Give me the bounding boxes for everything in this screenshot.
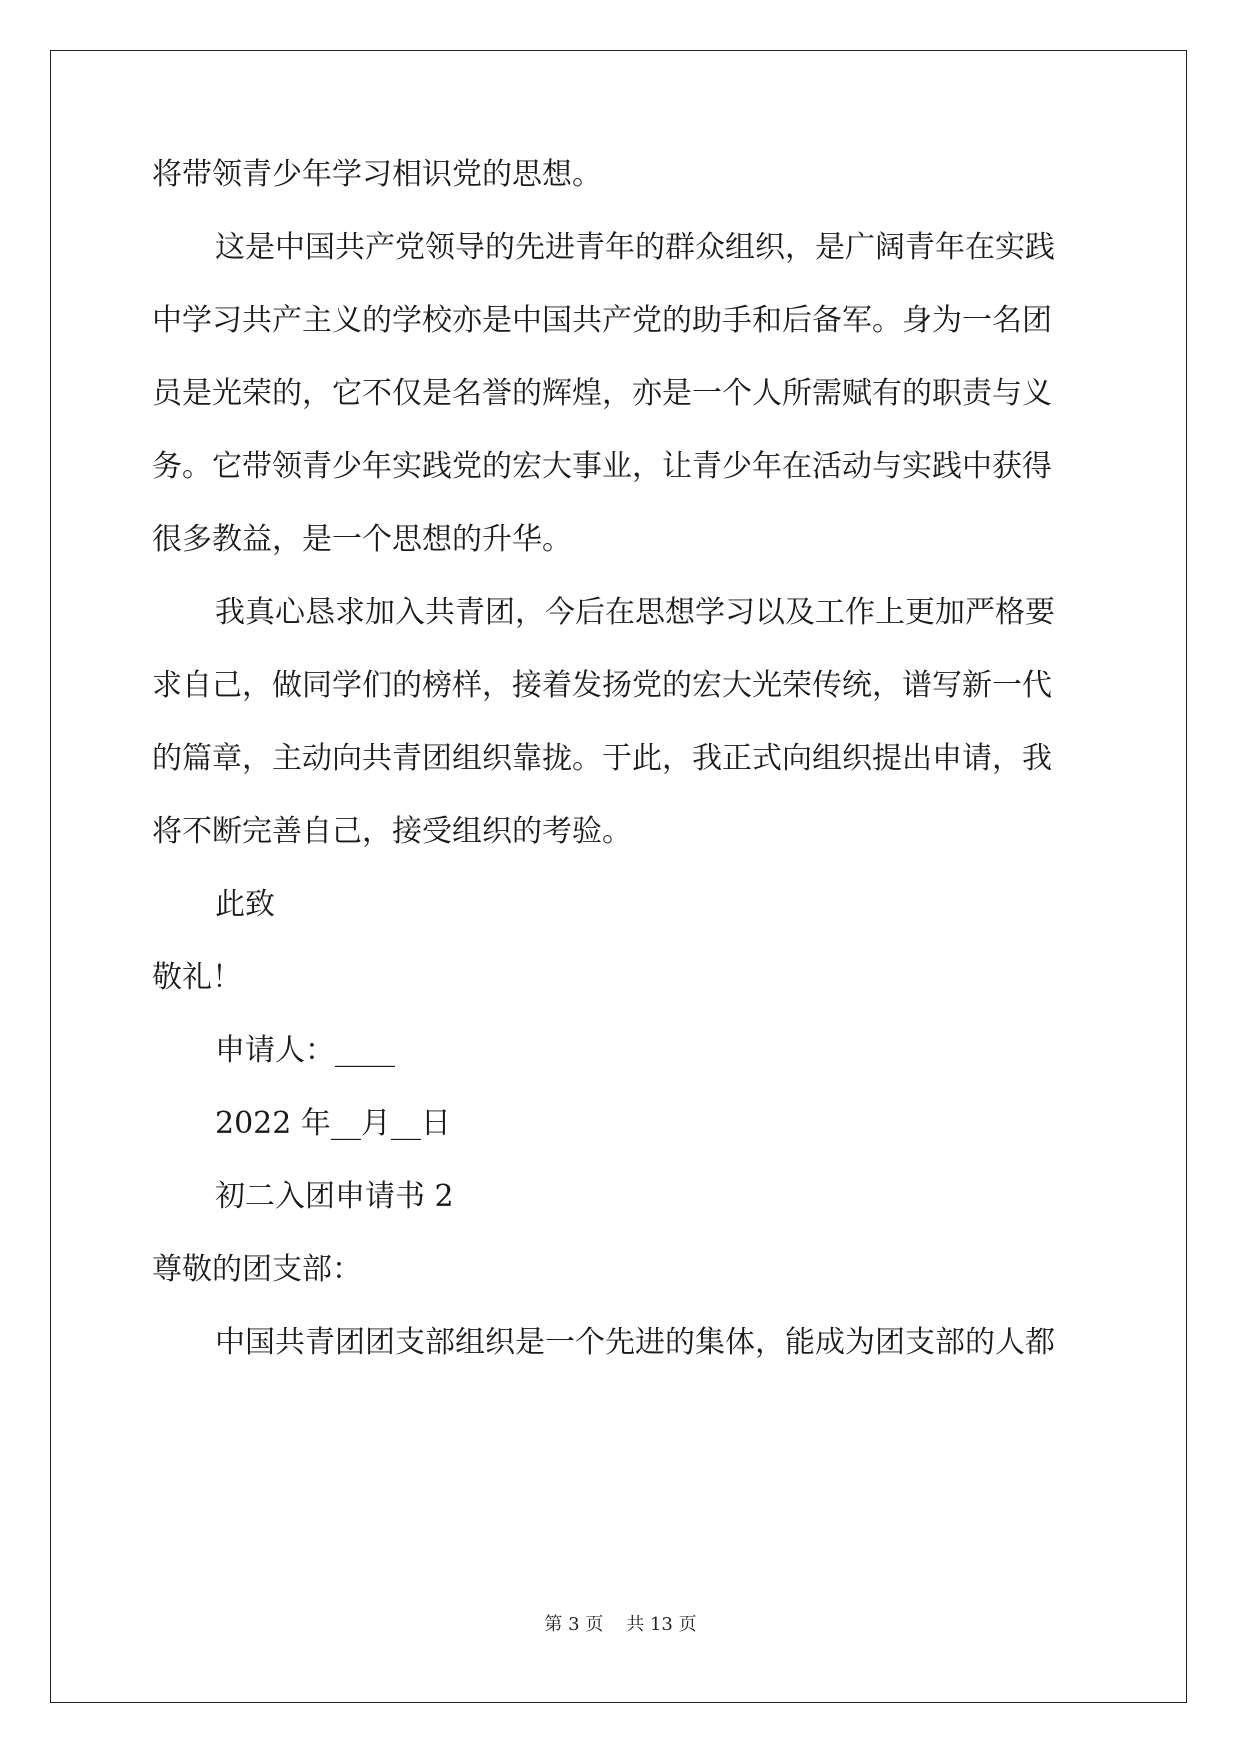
paragraph-start-line: 这是中国共产党领导的先进青年的群众组织，是广阔青年在实践 xyxy=(215,230,1055,265)
body-line: 中学习共产主义的学校亦是中国共产党的助手和后备军。身为一名团 xyxy=(152,303,1052,338)
greeting-line: 尊敬的团支部： xyxy=(152,1252,362,1287)
body-line: 将带领青少年学习相识党的思想。 xyxy=(152,157,602,192)
closing-respect: 敬礼！ xyxy=(152,960,242,995)
paragraph-start-line: 我真心恳求加入共青团，今后在思想学习以及工作上更加严格要 xyxy=(215,595,1055,630)
paragraph-start-line: 中国共青团团支部组织是一个先进的集体，能成为团支部的人都 xyxy=(215,1325,1055,1360)
page-border xyxy=(50,50,1187,1703)
body-line: 员是光荣的，它不仅是名誉的辉煌，亦是一个人所需赋有的职责与义 xyxy=(152,376,1052,411)
applicant-signature-line: 申请人：____ xyxy=(215,1033,395,1068)
body-line: 很多教益，是一个思想的升华。 xyxy=(152,522,572,557)
body-line: 将不断完善自己，接受组织的考验。 xyxy=(152,814,632,849)
page-number: 第 3 页 xyxy=(544,1614,604,1635)
date-line: 2022 年__月__日 xyxy=(215,1106,451,1141)
body-line: 的篇章，主动向共青团组织靠拢。于此，我正式向组织提出申请，我 xyxy=(152,741,1052,776)
body-line: 求自己，做同学们的榜样，接着发扬党的宏大光荣传统，谱写新一代 xyxy=(152,668,1052,703)
page-total: 共 13 页 xyxy=(626,1614,697,1635)
body-line: 务。它带领青少年实践党的宏大事业，让青少年在活动与实践中获得 xyxy=(152,449,1052,484)
page-footer xyxy=(0,1613,1241,1637)
closing-salutation: 此致 xyxy=(215,887,275,922)
section-heading: 初二入团申请书 2 xyxy=(215,1179,454,1214)
